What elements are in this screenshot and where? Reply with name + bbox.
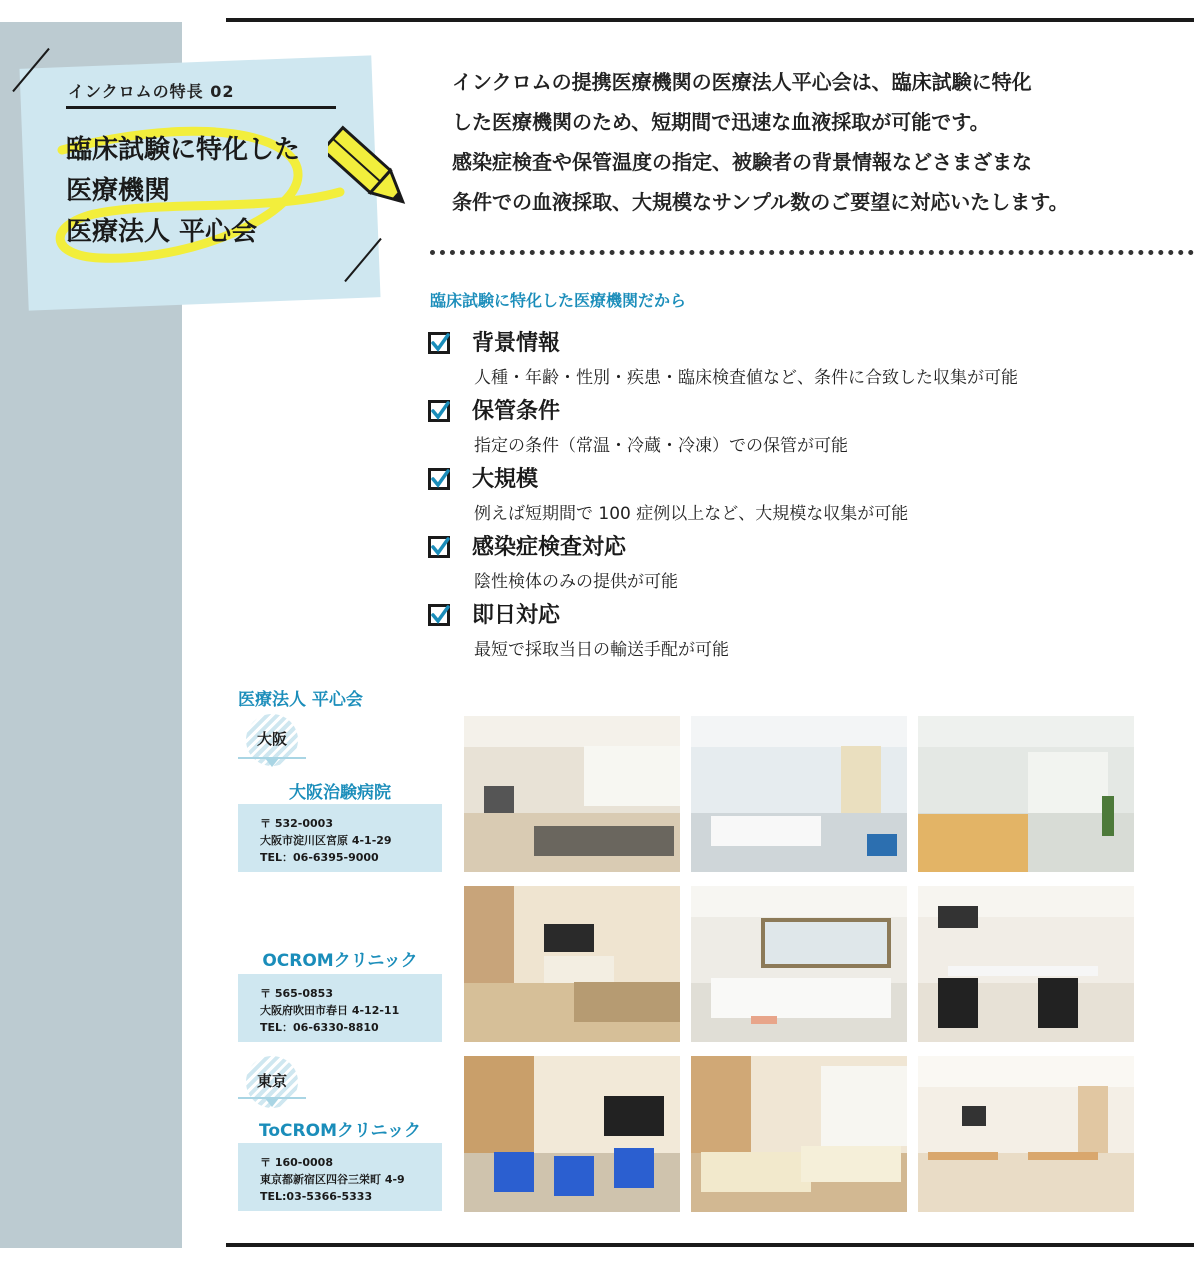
photo-ward — [691, 716, 907, 872]
photo-lounge — [464, 716, 680, 872]
photo-bed-room — [691, 1056, 907, 1212]
checkbox-icon — [428, 400, 450, 422]
region-label: 大阪 — [256, 730, 287, 748]
clinic-address-box — [238, 1143, 442, 1211]
top-rule — [226, 18, 1194, 22]
feature-title-line: 医療機関 — [66, 176, 171, 206]
bottom-rule — [226, 1243, 1194, 1247]
postal-code: 〒 160-0008 — [260, 1156, 333, 1169]
feature-title-line: 臨床試験に特化した — [66, 135, 301, 165]
phone: TEL：06-6330-8810 — [260, 1021, 379, 1034]
feature-desc: 指定の条件（常温・冷蔵・冷凍）での保管が可能 — [474, 436, 848, 456]
photo-waiting-area — [464, 1056, 680, 1212]
intro-line: インクロムの提携医療機関の医療法人平心会は、臨床試験に特化 — [452, 70, 1032, 94]
feature-desc: 例えば短期間で 100 症例以上など、大規模な収集が可能 — [474, 504, 909, 524]
clinic-name: OCROMクリニック — [262, 951, 418, 971]
feature-label: インクロムの特長 02 — [68, 82, 235, 101]
dotted-divider — [430, 250, 1194, 255]
intro-line: 感染症検査や保管温度の指定、被験者の背景情報などさまざまな — [452, 150, 1032, 174]
checkbox-icon — [428, 536, 450, 558]
org-heading: 医療法人 平心会 — [238, 690, 363, 710]
feature-desc: 人種・年齢・性別・疾患・臨床検査値など、条件に合致した収集が可能 — [474, 368, 1018, 388]
feature-divider — [66, 106, 336, 109]
intro-line: 条件での血液採取、大規模なサンプル数のご要望に対応いたします。 — [452, 190, 1069, 214]
address: 大阪市淀川区宮原 4-1-29 — [260, 834, 392, 847]
pencil-icon — [328, 124, 416, 216]
list-item — [424, 326, 1184, 394]
feature-desc: 最短で採取当日の輸送手配が可能 — [474, 640, 729, 660]
list-item — [424, 598, 1184, 666]
feature-title: 大規模 — [472, 467, 539, 492]
feature-title: 即日対応 — [472, 603, 561, 628]
photo-multi-bed-ward — [691, 886, 907, 1042]
phone: TEL：06-6395-9000 — [260, 851, 379, 864]
photo-tv-lounge — [464, 886, 680, 1042]
list-item — [424, 530, 1184, 598]
address: 大阪府吹田市春日 4-12-11 — [260, 1004, 400, 1017]
feature-desc: 陰性検体のみの提供が可能 — [474, 572, 678, 592]
checkbox-icon — [428, 332, 450, 354]
feature-title: 背景情報 — [472, 331, 561, 356]
badge-pointer — [238, 756, 306, 770]
postal-code: 〒 565-0853 — [260, 987, 333, 1000]
clinic-name: ToCROMクリニック — [259, 1121, 421, 1141]
clinic-address-box — [238, 804, 442, 872]
intro-text — [452, 62, 1172, 222]
clinic-name: 大阪治験病院 — [289, 783, 391, 803]
region-label: 東京 — [256, 1072, 287, 1090]
feature-title: 保管条件 — [472, 399, 561, 424]
photo-reception — [918, 716, 1134, 872]
section-heading: 臨床試験に特化した医療機関だから — [430, 291, 687, 310]
phone: TEL:03-5366-5333 — [260, 1190, 373, 1203]
feature-title: 感染症検査対応 — [472, 535, 627, 560]
photo-dining-room — [918, 886, 1134, 1042]
clinic-address-box — [238, 974, 442, 1042]
list-item — [424, 462, 1184, 530]
postal-code: 〒 532-0003 — [260, 817, 333, 830]
badge-pointer — [238, 1096, 306, 1110]
feature-title-line: 医療法人 平心会 — [66, 217, 258, 247]
address: 東京都新宿区四谷三栄町 4-9 — [260, 1173, 405, 1186]
intro-line: した医療機関のため、短期間で迅速な血液採取が可能です。 — [452, 110, 990, 134]
photo-cafeteria — [918, 1056, 1134, 1212]
list-item — [424, 394, 1184, 462]
checkbox-icon — [428, 468, 450, 490]
feature-list — [424, 326, 1184, 666]
checkbox-icon — [428, 604, 450, 626]
